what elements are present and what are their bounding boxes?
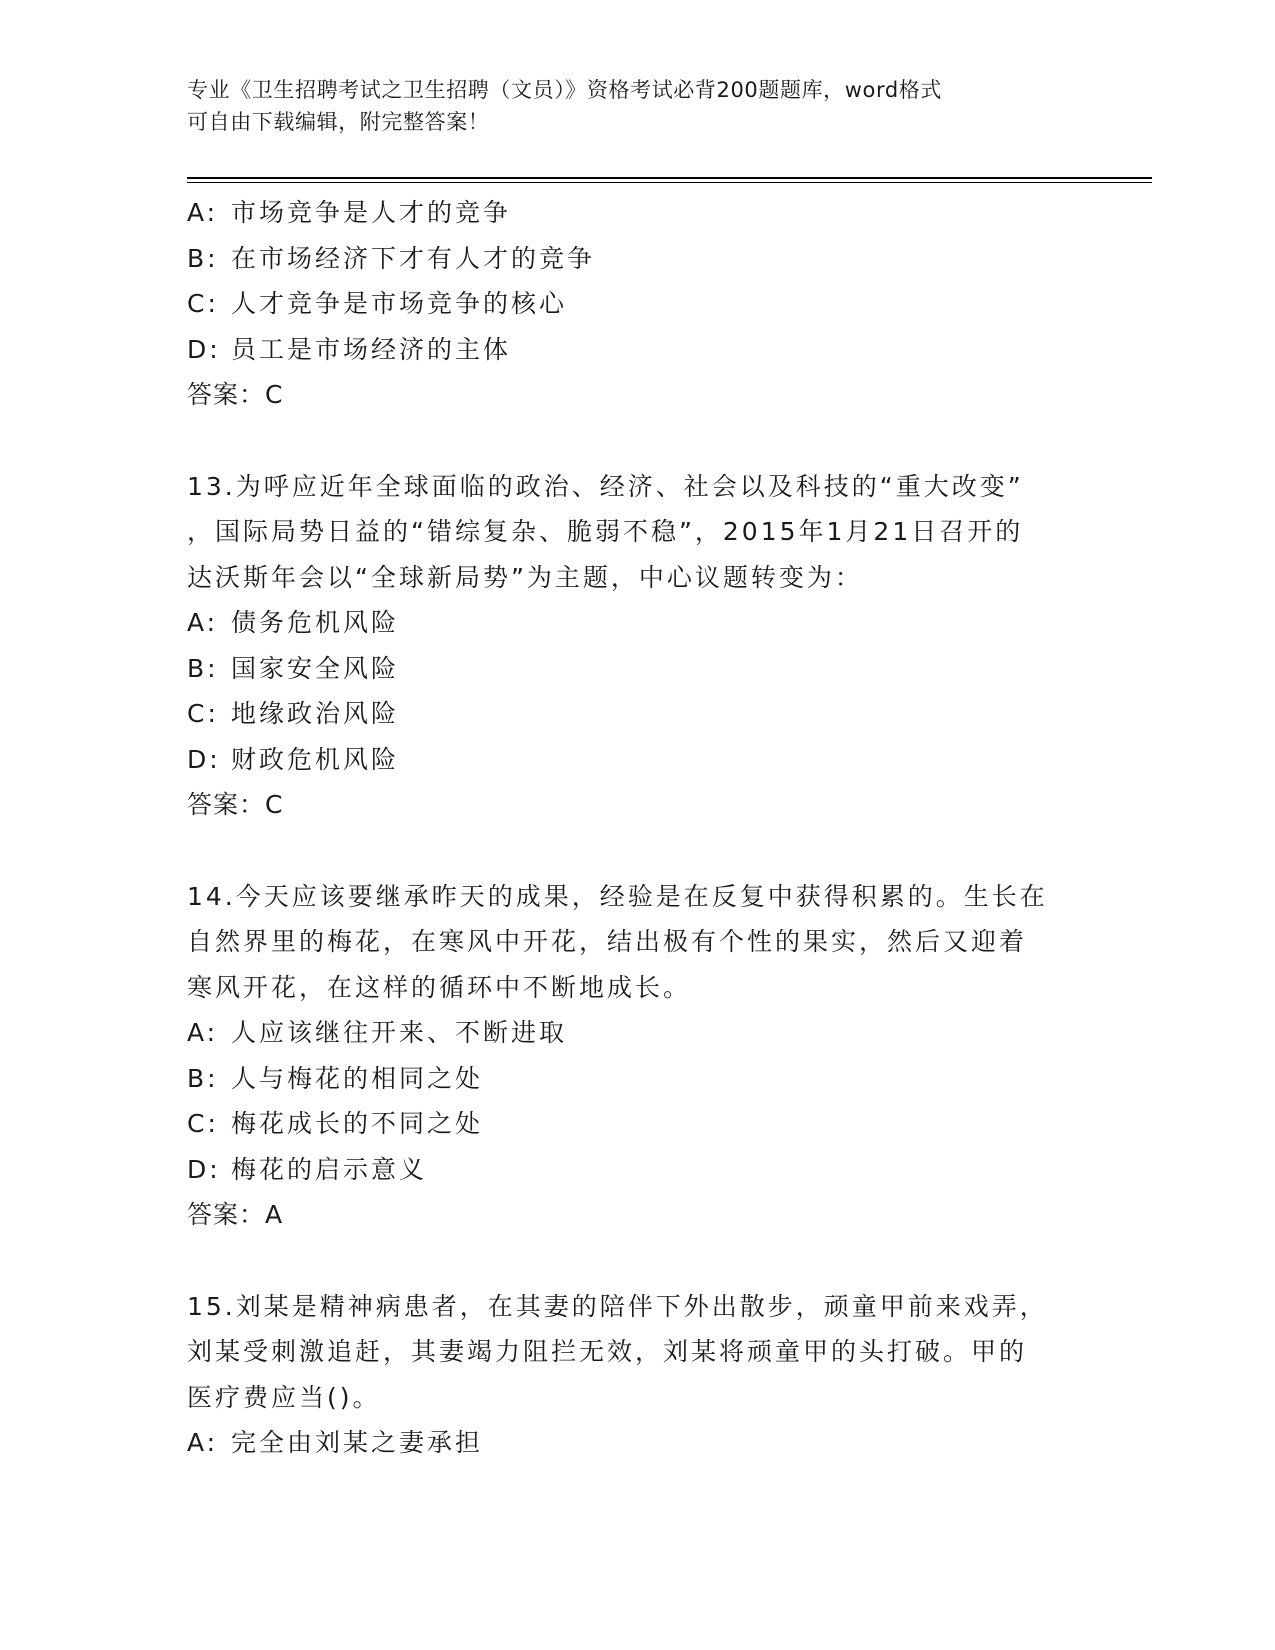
option-c: C: 梅花成长的不同之处 [187,1109,484,1138]
question-stem-line: 自然界里的梅花，在寒风中开花，结出极有个性的果实，然后又迎着 [187,927,1028,956]
option-c: C: 人才竞争是市场竞争的核心 [187,289,568,318]
spacer [187,418,1087,464]
spacer [187,1238,1087,1284]
spacer [187,828,1087,874]
question-stem-line: 医疗费应当()。 [187,1382,381,1412]
option-c: C: 地缘政治风险 [187,699,400,728]
question-stem-line: 刘某受刺激追赶，其妻竭力阻拦无效，刘某将顽童甲的头打破。甲的 [187,1337,1028,1366]
option-a: A: 市场竞争是人才的竞争 [187,198,512,227]
header-divider-thin [187,182,1152,183]
question-stem-line: ，国际局势日益的“错综复杂、脆弱不稳”，2015年1月21日召开的 [187,517,1024,546]
question-stem-line: 达沃斯年会以“全球新局势”为主题，中心议题转变为： [187,562,863,592]
answer-line: 答案：A [187,1200,284,1229]
question-13 [187,464,1087,828]
option-d: D: 员工是市场经济的主体 [187,334,512,364]
option-d: D: 梅花的启示意义 [187,1154,428,1184]
option-a: A: 完全由刘某之妻承担 [187,1428,484,1457]
question-14 [187,874,1087,1238]
option-b: B: 人与梅花的相同之处 [187,1063,484,1093]
question-15 [187,1284,1087,1466]
header-line-1: 专业《卫生招聘考试之卫生招聘（文员）》资格考试必背200题题库，word格式 [187,78,942,102]
option-a: A: 人应该继往开来、不断进取 [187,1018,568,1047]
question-12 [187,190,1087,418]
option-d: D: 财政危机风险 [187,744,400,774]
question-content [187,190,1087,1466]
answer-line: 答案：C [187,790,284,819]
question-stem-line: 15.刘某是精神病患者，在其妻的陪伴下外出散步，顽童甲前来戏弄， [187,1291,1048,1321]
option-b: B: 国家安全风险 [187,653,400,683]
question-stem-line: 14.今天应该要继承昨天的成果，经验是在反复中获得积累的。生长在 [187,881,1048,911]
option-b: B: 在市场经济下才有人才的竞争 [187,243,596,273]
answer-line: 答案：C [187,380,284,409]
header-line-2: 可自由下载编辑，附完整答案！ [187,110,490,134]
option-a: A: 债务危机风险 [187,608,400,637]
question-stem-line: 13.为呼应近年全球面临的政治、经济、社会以及科技的“重大改变” [187,471,1024,501]
document-header [187,74,1067,138]
question-stem-line: 寒风开花，在这样的循环中不断地成长。 [187,972,692,1002]
header-divider-thick [187,177,1152,179]
